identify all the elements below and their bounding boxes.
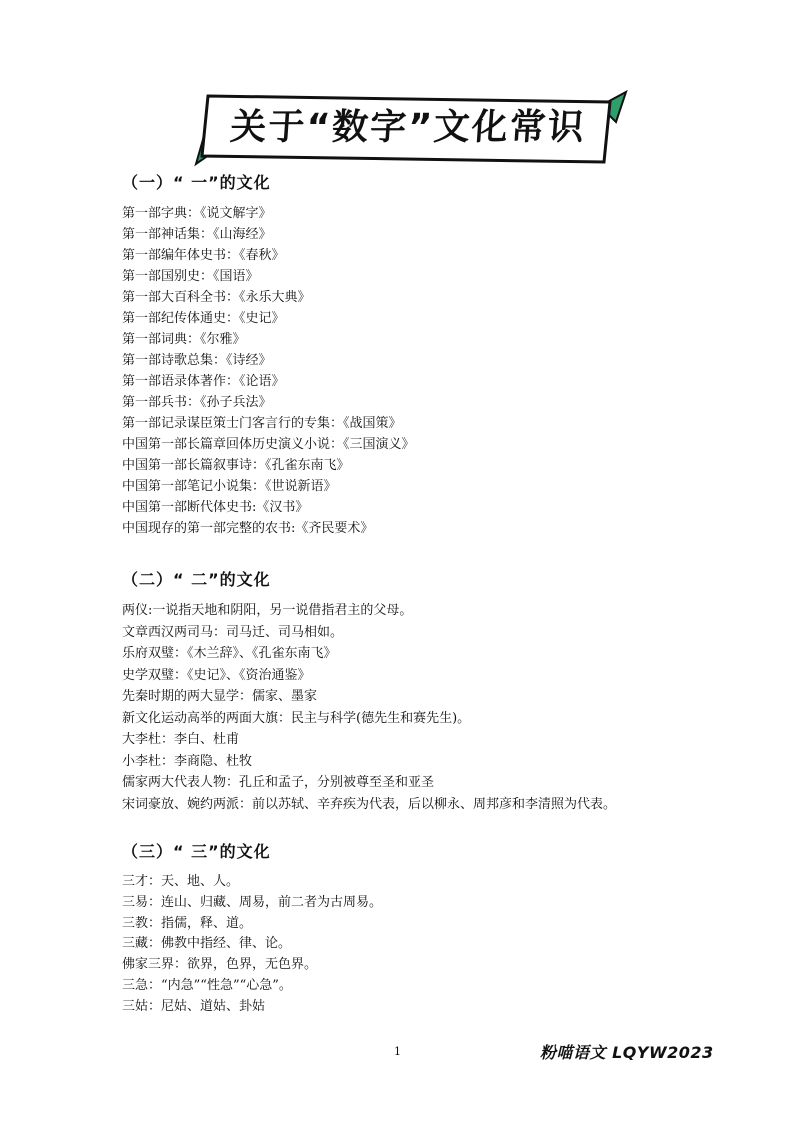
list-item: 乐府双璧：《木兰辞》、《孔雀东南飞》 xyxy=(122,646,337,661)
section-heading-one: （一）“ 一”的文化 xyxy=(122,173,271,192)
list-item: 三急：“内急”“性急”“心急”。 xyxy=(122,977,292,993)
list-item: 佛家三界：欲界，色界，无色界。 xyxy=(122,957,318,973)
list-item: 中国第一部笔记小说集：《世说新语》 xyxy=(122,479,337,494)
list-item: 三藏：佛教中指经、律、论。 xyxy=(122,936,292,952)
list-item: 中国第一部长篇章回体历史演义小说：《三国演义》 xyxy=(122,437,415,452)
list-item: 第一部国别史：《国语》 xyxy=(122,269,259,284)
footer-brand: 粉喵语文 LQYW2023 xyxy=(540,1043,714,1062)
list-item: 第一部记录谋臣策士门客言行的专集：《战国策》 xyxy=(122,416,402,431)
list-item: 中国第一部长篇叙事诗：《孔雀东南飞》 xyxy=(122,458,350,473)
section-one-list xyxy=(122,203,415,539)
list-item: 第一部字典：《说文解字》 xyxy=(122,206,272,221)
list-item: 两仪:一说指天地和阴阳，另一说借指君主的父母。 xyxy=(122,603,413,618)
list-item: 文章西汉两司马：司马迁、司马相如。 xyxy=(122,624,344,640)
page-title: 关于“数字”文化常识 xyxy=(228,107,588,148)
list-item: 新文化运动高举的两面大旗：民主与科学(德先生和赛先生)。 xyxy=(122,710,471,726)
list-item: 中国第一部断代体史书:《汉书》 xyxy=(122,500,309,515)
page-number: 1 xyxy=(394,1045,401,1058)
list-item: 儒家两大代表人物：孔丘和孟子，分别被尊至圣和亚圣 xyxy=(122,775,435,790)
list-item: 第一部纪传体通史：《史记》 xyxy=(122,311,285,326)
list-item: 三教：指儒，释、道。 xyxy=(122,915,253,931)
list-item: 中国现存的第一部完整的农书:《齐民要术》 xyxy=(122,521,374,536)
list-item: 先秦时期的两大显学：儒家、墨家 xyxy=(122,689,318,704)
section-heading-two: （二）“ 二”的文化 xyxy=(122,570,271,589)
list-item: 第一部编年体史书：《春秋》 xyxy=(122,248,285,263)
list-item: 小李杜：李商隐、杜牧 xyxy=(122,753,253,769)
title-banner xyxy=(178,88,638,170)
list-item: 三姑：尼姑、道姑、卦姑 xyxy=(122,998,266,1014)
list-item: 三易：连山、归藏、周易，前二者为古周易。 xyxy=(122,894,383,910)
list-item: 大李杜：李白、杜甫 xyxy=(122,732,240,747)
list-item: 第一部语录体著作：《论语》 xyxy=(122,374,285,389)
list-item: 第一部神话集：《山海经》 xyxy=(122,227,272,242)
list-item: 第一部词典：《尔雅》 xyxy=(122,332,246,347)
section-two-list xyxy=(122,600,616,815)
list-item: 第一部诗歌总集：《诗经》 xyxy=(122,353,272,368)
list-item: 史学双璧：《史记》、《资治通鉴》 xyxy=(122,667,311,683)
section-three-list xyxy=(122,872,382,1018)
list-item: 第一部兵书：《孙子兵法》 xyxy=(122,395,272,410)
list-item: 第一部大百科全书：《永乐大典》 xyxy=(122,290,311,305)
list-item: 三才：天、地、人。 xyxy=(122,874,240,889)
list-item: 宋词豪放、婉约两派：前以苏轼、辛弃疾为代表，后以柳永、周邦彦和李清照为代表。 xyxy=(122,796,617,812)
section-heading-three: （三）“ 三”的文化 xyxy=(122,842,271,861)
